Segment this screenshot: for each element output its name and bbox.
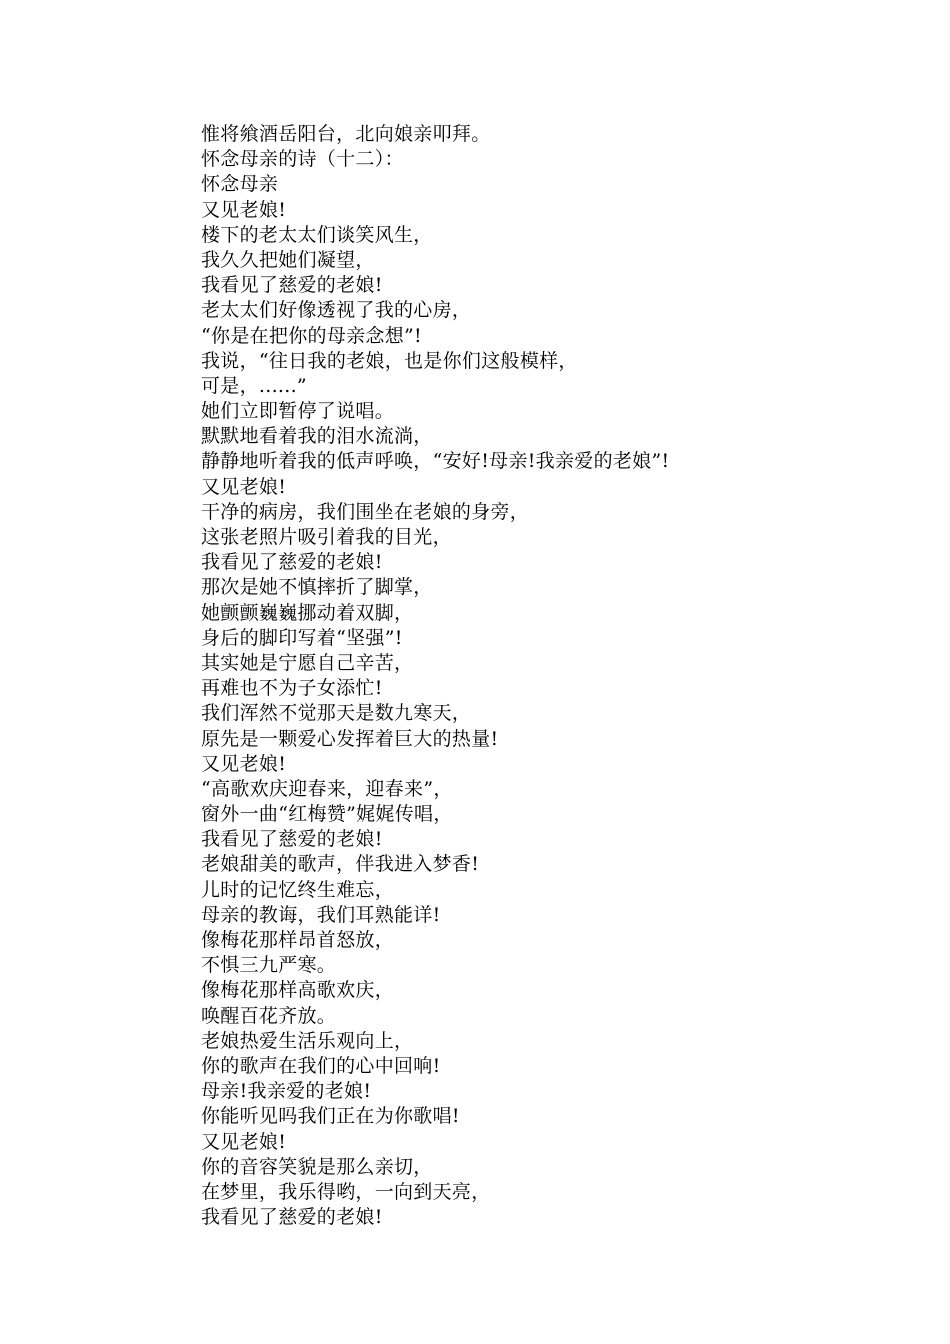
text-line: 楼下的老太太们谈笑风生， [201, 223, 433, 246]
text-line: 干净的病房，我们围坐在老娘的身旁， [201, 500, 530, 523]
text-line: 再难也不为子女添忙! [201, 677, 383, 700]
text-line: 那次是她不慎摔折了脚掌， [201, 576, 433, 599]
text-line: 像梅花那样昂首怒放， [201, 929, 395, 951]
text-line: 老娘甜美的歌声，伴我进入梦香! [201, 853, 480, 876]
text-line: 唤醒百花齐放。 [201, 1004, 337, 1027]
text-line: 静静地听着我的低声呼唤，“安好!母亲!我亲爱的老娘”! [201, 450, 670, 473]
text-line: 我久久把她们凝望， [201, 248, 375, 271]
text-line: 窗外一曲“红梅赞”娓娓传唱， [201, 803, 453, 826]
text-line: “高歌欢庆迎春来，迎春来”， [201, 777, 453, 800]
text-line: 我看见了慈爱的老娘! [201, 1206, 383, 1229]
text-line: 惟将飨酒岳阳台，北向娘亲叩拜。 [201, 123, 491, 145]
text-line: 你的歌声在我们的心中回响! [201, 1054, 441, 1077]
text-line: 老娘热爱生活乐观向上， [201, 1029, 414, 1052]
text-line: 身后的脚印写着“坚强”! [201, 626, 403, 649]
text-line: 儿时的记忆终生难忘， [201, 878, 395, 901]
text-line: 你能听见吗我们正在为你歌唱! [201, 1105, 460, 1128]
text-line: 母亲的教诲，我们耳熟能详! [201, 903, 441, 926]
text-line: 原先是一颗爱心发挥着巨大的热量! [201, 727, 499, 750]
text-line: 我说，“往日我的老娘，也是你们这般模样， [201, 349, 578, 372]
text-line: 我看见了慈爱的老娘! [201, 828, 383, 851]
text-line: 又见老娘! [201, 198, 287, 221]
text-line: 不惧三九严寒。 [201, 954, 337, 977]
text-line: “你是在把你的母亲念想”! [201, 324, 422, 347]
text-line: 在梦里，我乐得哟，一向到天亮， [201, 1180, 491, 1203]
text-line: 我看见了慈爱的老娘! [201, 274, 383, 297]
text-line: 你的音容笑貌是那么亲切， [201, 1155, 433, 1178]
text-line: 母亲!我亲爱的老娘! [201, 1080, 372, 1103]
text-line: 其实她是宁愿自己辛苦， [201, 651, 414, 674]
section-heading: 怀念母亲的诗（十二）： [201, 148, 404, 171]
text-line: 又见老娘! [201, 475, 287, 498]
text-line: 她颤颤巍巍挪动着双脚， [201, 601, 414, 624]
text-line: 又见老娘! [201, 752, 287, 775]
poem-text-block [201, 122, 901, 1230]
poem-title: 怀念母亲 [201, 173, 279, 196]
text-line: 又见老娘! [201, 1130, 287, 1153]
text-line: 像梅花那样高歌欢庆， [201, 979, 395, 1002]
text-line: 她们立即暂停了说唱。 [201, 400, 395, 423]
text-line: 我们浑然不觉那天是数九寒天， [201, 702, 472, 725]
text-line: 这张老照片吸引着我的目光， [201, 526, 452, 548]
text-line: 我看见了慈爱的老娘! [201, 551, 383, 574]
text-line: 可是，......” [201, 374, 307, 397]
text-line: 老太太们好像透视了我的心房， [201, 299, 472, 322]
text-line: 默默地看着我的泪水流淌， [201, 425, 433, 448]
